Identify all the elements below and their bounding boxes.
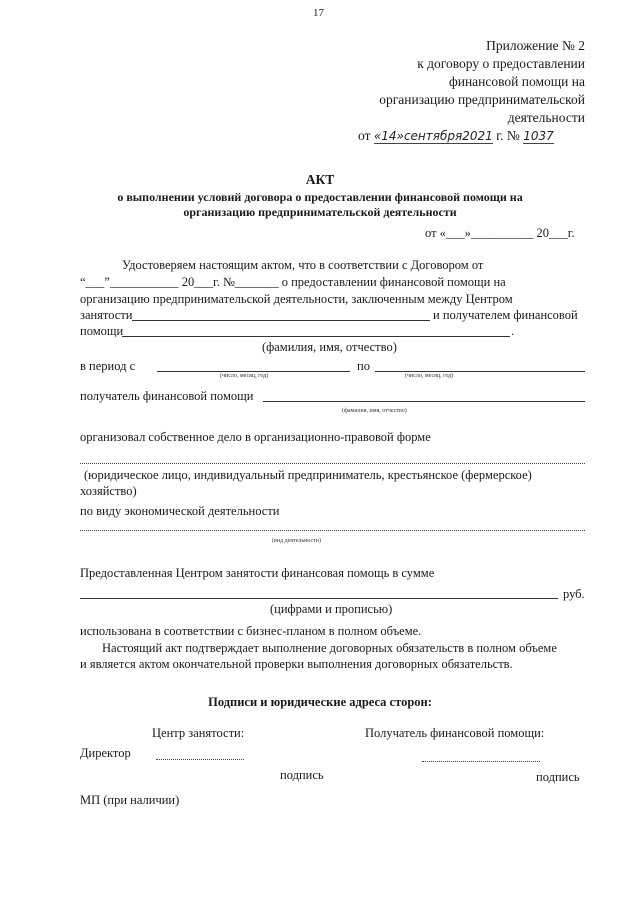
activity-caption: (вид деятельности) [272,538,321,544]
org-form-hint-2: хозяйство) [80,484,137,498]
right-party-label: Получатель финансовой помощи: [365,726,545,740]
appendix-number: 1037 [523,129,554,143]
period-start-caption: (число, месяц, год) [220,373,269,379]
appendix-day: «14» [373,129,404,143]
appendix-line-1: Приложение № 2 [486,38,585,53]
paragraph-1-line-4b: и получателем финансовой [433,308,578,322]
stamp-label: МП (при наличии) [80,793,180,807]
paragraph-1-line-1: Удостоверяем настоящим актом, что в соответствии с Договором от [122,258,484,272]
activity-label: по виду экономической деятельности [80,504,280,518]
act-subtitle-1: о выполнении условий договора о предоставлении финансовой помощи на [117,190,523,204]
act-date-line: от «___»__________ 20___г. [425,226,575,240]
recipient-label: получатель финансовой помощи [80,389,254,403]
right-signature-caption: подпись [536,770,580,784]
period-label: в период с [80,359,136,373]
org-form-label: организовал собственное дело в организационно-правовой форме [80,430,431,444]
appendix-line-3: финансовой помощи на [448,74,585,89]
paragraph-1-line-4a: занятости [80,308,133,322]
director-label: Директор [80,746,131,760]
appendix-line-4: организацию предпринимательской [379,92,585,107]
paragraph-1-line-5-end: . [511,324,515,338]
paragraph-1-line-3: организацию предпринимательской деятельности, заключенным между Центром [80,292,513,306]
employment-center-name-line [132,320,430,321]
signatures-heading: Подписи и юридические адреса сторон: [208,695,432,709]
fio-caption: (фамилия, имя, отчество) [262,340,397,354]
recipient-signature-line [422,761,540,762]
appendix-year-suffix: г. № [496,128,520,143]
recipient-fio-caption: (фамилия, имя, отчество) [342,408,407,414]
org-form-line [80,463,585,464]
amount-label: Предоставленная Центром занятости финансовая помощь в сумме [80,566,435,580]
appendix-from: от [358,128,371,143]
period-start-line [157,371,350,372]
activity-line [80,530,585,531]
period-end-line [375,371,585,372]
amount-caption: (цифрами и прописью) [270,602,393,616]
paragraph-1-line-5: помощи [80,324,124,338]
left-party-label: Центр занятости: [152,726,245,740]
appendix-month: сентября [403,129,463,143]
amount-unit: руб. [563,587,585,601]
act-title: АКТ [305,172,335,187]
usage-text: использована в соответствии с бизнес-планом в полном объеме. [80,624,422,638]
appendix-date-line [358,128,554,144]
appendix-year: 2021 [462,129,493,143]
paragraph-1-line-2: “___”___________ 20___г. №_______ о предоставлении финансовой помощи на [80,275,506,289]
appendix-line-2: к договору о предоставлении [417,56,585,71]
recipient-name-line [122,336,510,337]
confirmation-line-2: и является актом окончательной проверки выполнения договорных обязательств. [80,657,513,671]
page-number: 17 [313,7,324,19]
recipient-fio-line [263,401,585,402]
amount-line [80,598,558,599]
period-to-label: по [357,359,370,373]
appendix-line-5: деятельности [507,110,585,125]
act-subtitle-2: организацию предпринимательской деятельности [183,205,457,219]
left-signature-caption: подпись [280,768,324,782]
confirmation-line-1: Настоящий акт подтверждает выполнение договорных обязательств в полном объеме [102,641,557,655]
director-signature-line [156,759,244,760]
period-end-caption: (число, месяц, год) [405,373,454,379]
org-form-hint-1: (юридическое лицо, индивидуальный предприниматель, крестьянское (фермерское) [84,468,532,482]
